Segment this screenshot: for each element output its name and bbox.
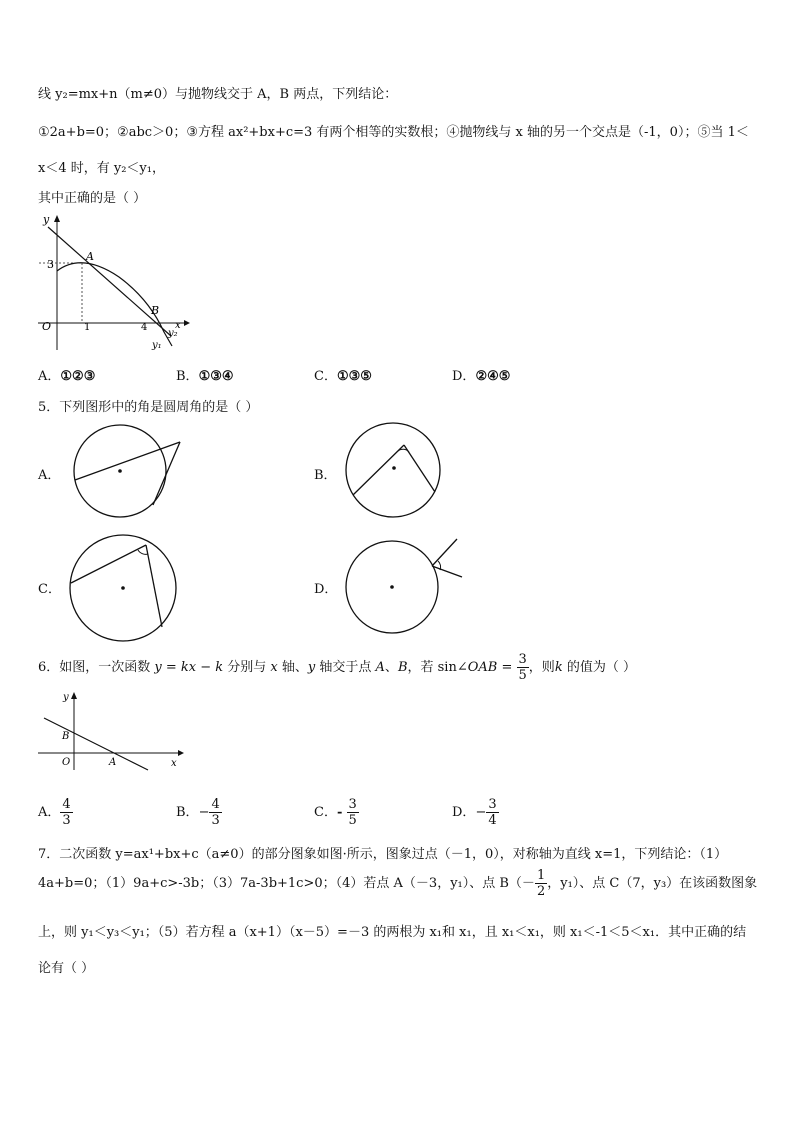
q4-line-y2 [48, 227, 171, 336]
q6-label-x: x [171, 758, 177, 769]
q6-option-d[interactable]: D．− $\frac{3}{4}$ [452, 797, 497, 828]
q4-graph [34, 212, 194, 352]
q6-label-A: A [109, 757, 117, 768]
q5-option-a-label[interactable]: A． [38, 468, 61, 483]
q4-statements-line1: ①2a+b=0；②abc＞0；③方程 ax²+bx+c=3 有两个相等的实数根；④抛物线与 x 轴的另一个交点是（-1，0）；⑤当 1＜ [38, 125, 749, 140]
q4-label-B: B [151, 304, 160, 317]
q4-label-1: 1 [84, 322, 91, 333]
q4-option-a[interactable]: A．①②③ [38, 369, 96, 384]
q4-label-y: y [43, 213, 50, 226]
q6-line [44, 718, 148, 770]
q4-option-d[interactable]: D．②④⑤ [452, 369, 511, 384]
q7-line2: 4a+b=0；（1）9a+c>-3b；（3）7a-3b+1c>0；（4）若点 A（－3，y₁）、点 B（－ $\frac{1}{2}$ ，y₁）、点 C（7，y₃）在该函数图象 [38, 868, 758, 899]
q5-stem: 5．下列图形中的角是圆周角的是（ ） [38, 400, 259, 415]
q4-option-b[interactable]: B．①③④ [176, 369, 234, 384]
q4-label-3: 3 [47, 258, 54, 271]
q5-option-c-label[interactable]: C． [38, 582, 61, 597]
q5-figure-b [342, 420, 447, 525]
q6-option-b[interactable]: B．− $\frac{4}{3}$ [176, 797, 220, 828]
q4-label-O: O [42, 320, 52, 333]
q4-statements-line2: x＜4 时，有 y₂＜y₁， [38, 161, 165, 176]
q5-option-b-label[interactable]: B． [314, 468, 337, 483]
q4-label-4: 4 [141, 322, 148, 333]
q4-option-c[interactable]: C．①③⑤ [314, 369, 372, 384]
q6-label-B: B [62, 731, 70, 742]
q6-stem: 6．如图，一次函数 y = kx − k 分别与 x 轴、y 轴交于点 A、B，若 sin∠OAB = $\frac{3}{5}$ ，则k 的值为（ ） [38, 652, 636, 683]
q6-option-a[interactable]: A． $\frac{4}{3}$ [38, 797, 71, 828]
q4-question: 其中正确的是（ ） [38, 191, 147, 206]
q6-label-y: y [63, 692, 69, 703]
q6-label-O: O [62, 757, 71, 768]
q5-option-d-label[interactable]: D． [314, 582, 338, 597]
q4-label-x: x [175, 320, 181, 331]
q5-figure-c [66, 532, 186, 648]
q4-label-y2: y₂ [168, 328, 178, 339]
q5-figure-a [70, 420, 185, 530]
q6-graph [36, 688, 186, 773]
q7-line3: 上，则 y₁＜y₃＜y₁；（5）若方程 a（x+1）（x－5）=－3 的两根为 x₁和 x₁，且 x₁＜x₁，则 x₁＜-1＜5＜x₁．其中正确的结 [38, 925, 747, 940]
q6-function: y = kx − k [154, 660, 224, 675]
q4-label-y1: y₁ [152, 340, 162, 351]
q4-intro: 线 y₂=mx+n（m≠0）与抛物线交于 A，B 两点，下列结论： [38, 87, 398, 102]
q7-line1: 7．二次函数 y=ax¹+bx+c（a≠0）的部分图象如图·所示，图象过点（－1，0），对称轴为直线 x=1，下列结论：（1） [38, 847, 728, 862]
q6-fraction: $\frac{3}{5}$ [518, 652, 527, 683]
q7-line4: 论有（ ） [38, 961, 95, 976]
q6-option-c[interactable]: C．- $\frac{3}{5}$ [314, 797, 357, 828]
q5-figure-d [342, 536, 467, 641]
q7-fraction: $\frac{1}{2}$ [536, 868, 546, 899]
q4-label-A: A [86, 250, 94, 263]
